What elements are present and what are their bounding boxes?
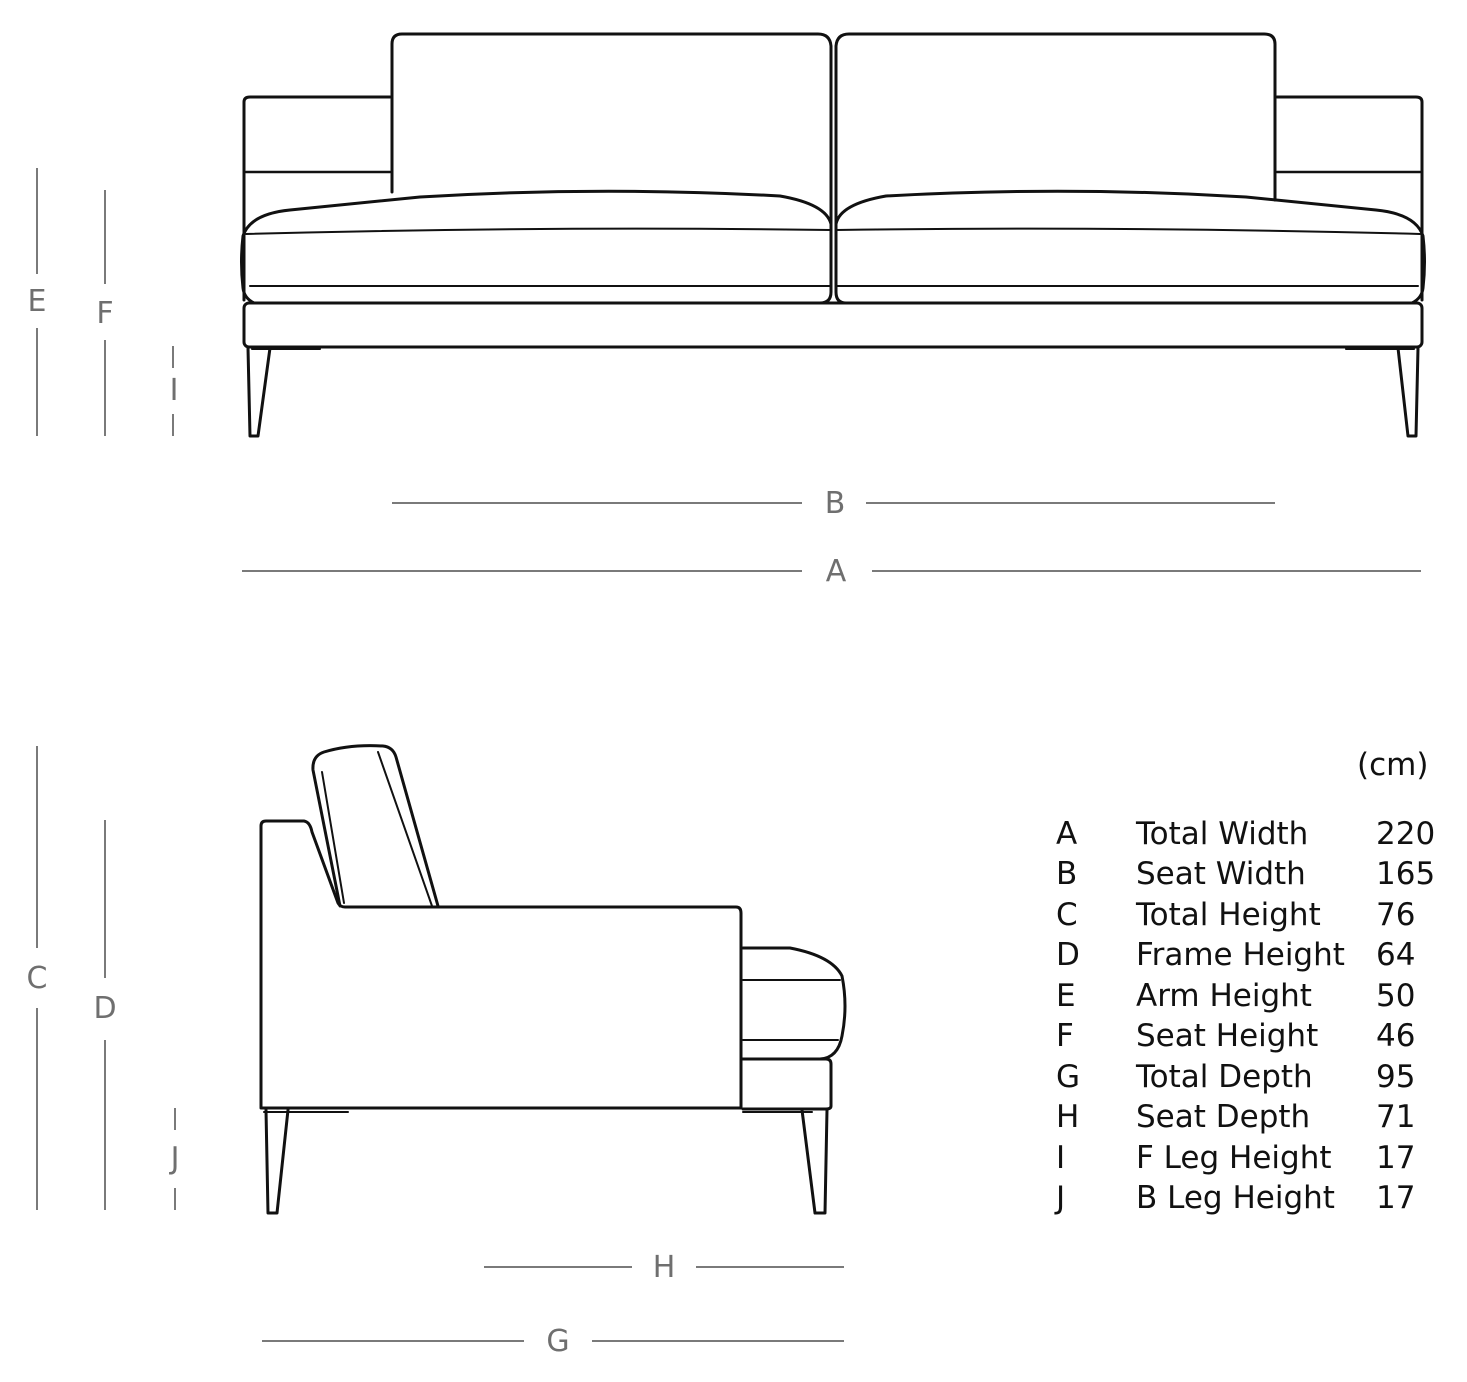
spec-row [1056, 855, 1446, 896]
dim-label-i: I [169, 373, 179, 408]
front-leg-right [1398, 348, 1418, 436]
spec-row [1056, 1138, 1446, 1179]
spec-row-key: A [1056, 815, 1078, 852]
spec-row-value: 64 [1376, 937, 1416, 974]
spec-row-name: B Leg Height [1136, 1180, 1335, 1217]
front-base-frame [244, 303, 1422, 347]
side-front-base [743, 1059, 831, 1109]
spec-row-value: 220 [1376, 815, 1436, 852]
spec-row-key: F [1056, 1018, 1074, 1055]
spec-row-value: 17 [1376, 1180, 1416, 1217]
spec-table-body [1056, 814, 1446, 1219]
spec-row-name: Total Height [1136, 896, 1321, 933]
spec-row-name: Total Depth [1136, 1058, 1313, 1095]
dimension-spec-table [1056, 814, 1446, 1219]
spec-row-key: B [1056, 856, 1078, 893]
dim-label-a: A [825, 554, 847, 589]
spec-row-value: 95 [1376, 1058, 1416, 1095]
sofa-front-view [242, 34, 1425, 436]
front-seat-cushion-right-seam [836, 229, 1420, 234]
spec-row-name: Seat Height [1136, 1018, 1319, 1055]
spec-row-value: 71 [1376, 1099, 1416, 1136]
side-leg-back [266, 1110, 288, 1213]
side-seat-cushion [743, 948, 845, 1059]
front-arm-right [1277, 97, 1422, 300]
side-back-cushion-seam-2 [378, 752, 432, 906]
spec-row-name: Arm Height [1136, 977, 1312, 1014]
dim-label-e: E [27, 284, 47, 319]
spec-row-name: Frame Height [1136, 937, 1345, 974]
spec-row [1056, 936, 1446, 977]
spec-row-name: Total Width [1136, 815, 1309, 852]
spec-row-key: J [1056, 1180, 1066, 1217]
dim-label-c: C [26, 961, 48, 996]
spec-row-key: G [1056, 1058, 1081, 1095]
spec-row-key: D [1056, 937, 1080, 974]
spec-unit-label: (cm) [1357, 747, 1429, 783]
dim-label-h: H [652, 1250, 676, 1285]
front-seat-cushion-left-seam [246, 229, 831, 234]
spec-row-value: 17 [1376, 1139, 1416, 1176]
spec-row [1056, 1017, 1446, 1058]
spec-row-key: H [1056, 1099, 1080, 1136]
sofa-side-view [261, 746, 845, 1213]
side-dimension-lines [37, 746, 844, 1341]
spec-row-key: E [1056, 977, 1076, 1014]
spec-row-name: Seat Depth [1136, 1099, 1311, 1136]
dim-label-d: D [93, 991, 117, 1026]
spec-row-value: 50 [1376, 977, 1416, 1014]
dim-label-g: G [546, 1324, 570, 1359]
spec-row-value: 165 [1376, 856, 1436, 893]
spec-row [1056, 1098, 1446, 1139]
side-leg-front [802, 1110, 827, 1213]
spec-row [1056, 1179, 1446, 1220]
front-arm-left [244, 97, 390, 300]
spec-row-key: I [1056, 1139, 1066, 1176]
spec-row-name: Seat Width [1136, 856, 1306, 893]
dim-label-b: B [824, 486, 846, 521]
spec-row-name: F Leg Height [1136, 1139, 1332, 1176]
spec-row [1056, 1057, 1446, 1098]
dim-label-f: F [96, 296, 114, 331]
spec-row [1056, 895, 1446, 936]
spec-row-value: 76 [1376, 896, 1416, 933]
spec-row-value: 46 [1376, 1018, 1416, 1055]
front-leg-left [248, 348, 270, 436]
front-back-cushion-right [836, 34, 1275, 228]
front-back-cushion-left [392, 34, 831, 228]
dim-label-j: J [170, 1141, 180, 1176]
spec-row-key: C [1056, 896, 1078, 933]
spec-row [1056, 976, 1446, 1017]
spec-row [1056, 814, 1446, 855]
